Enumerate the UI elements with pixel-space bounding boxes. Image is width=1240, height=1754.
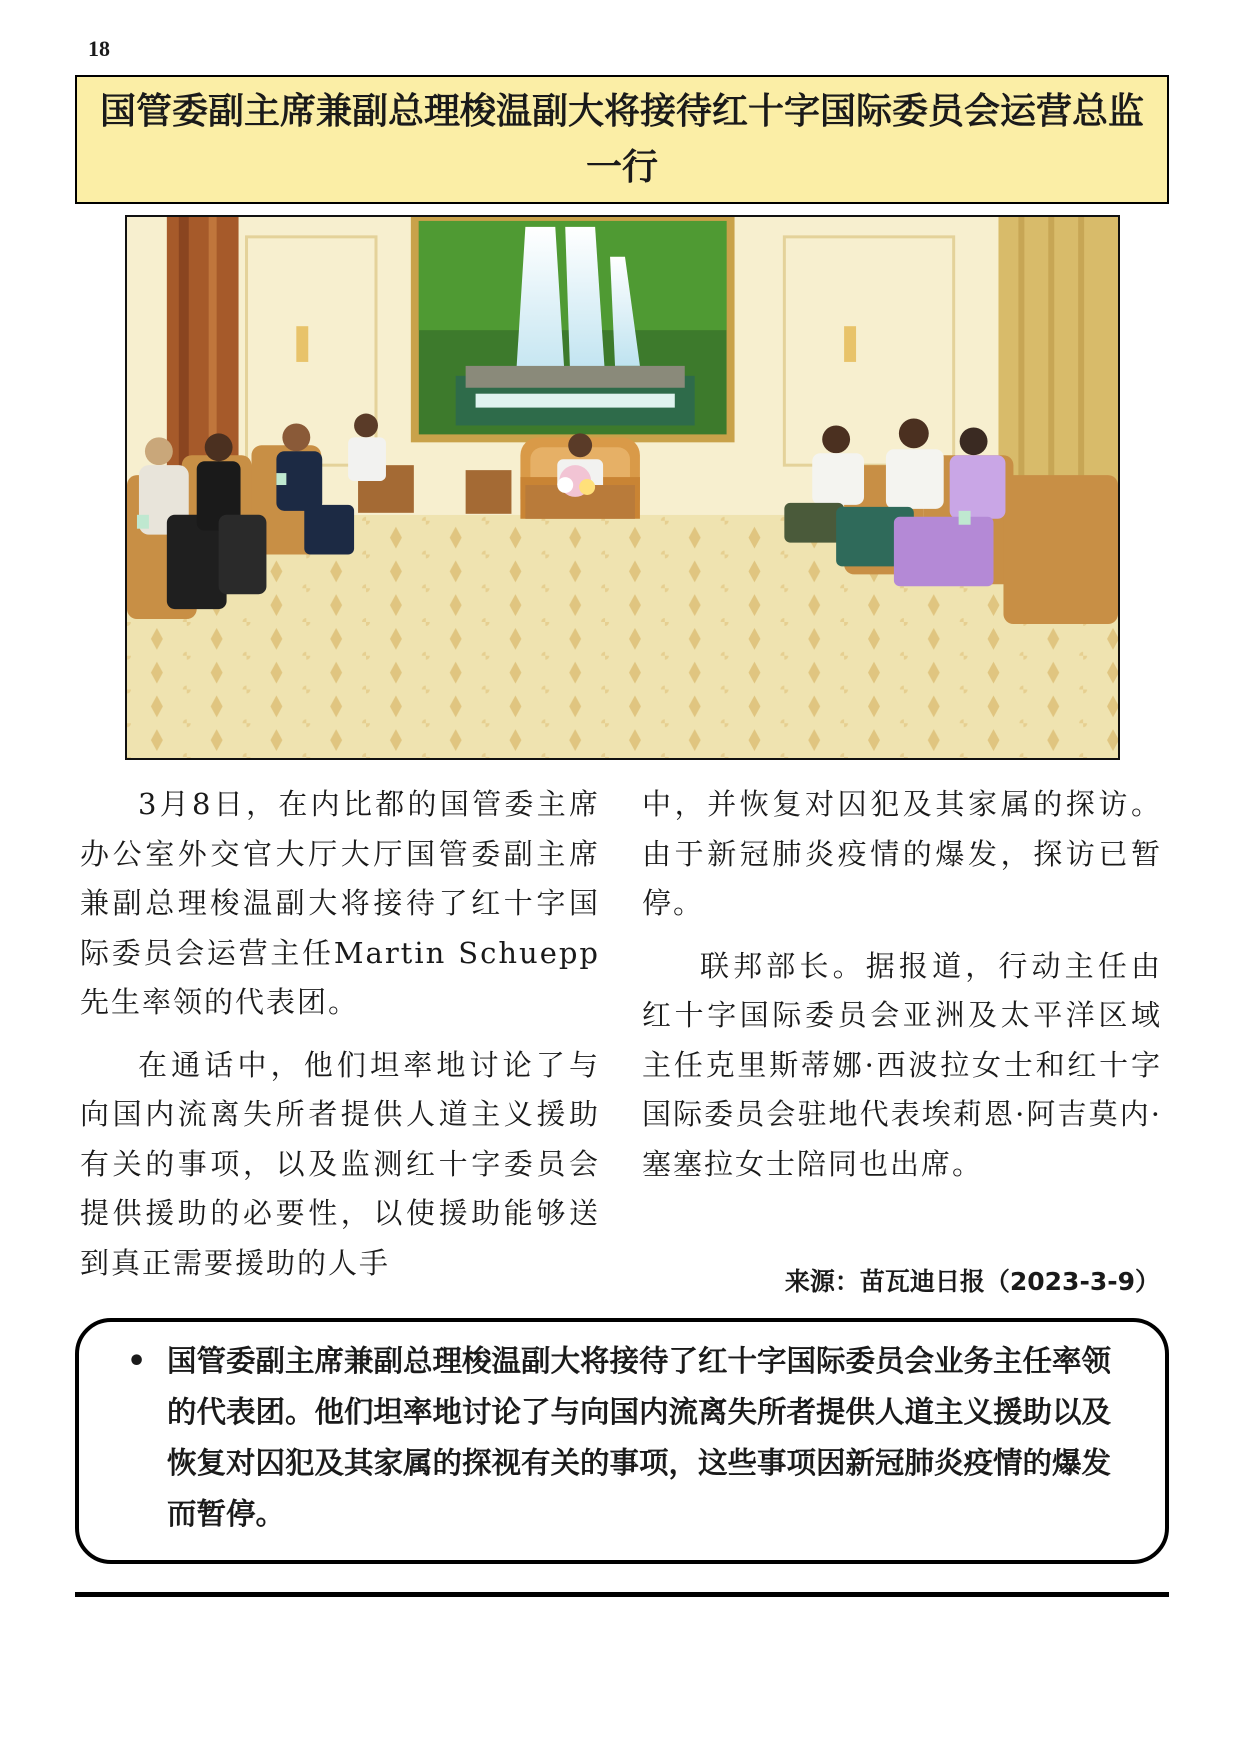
- article-paragraph: 3月8日，在内比都的国管委主席办公室外交官大厅大厅国管委副主席兼副总理梭温副大将接待了红十字国际委员会运营主任Martin Schuepp先生率领的代表团。: [80, 787, 600, 1019]
- meeting-photo-illustration: [127, 217, 1118, 758]
- summary-box: [75, 1318, 1169, 1564]
- article-title: 国管委副主席兼副总理梭温副大将接待红十字国际委员会运营总监一行: [75, 75, 1169, 204]
- bullet-icon: •: [127, 1344, 147, 1379]
- article-paragraph: 联邦部长。据报道，行动主任由红十字国际委员会亚洲及太平洋区域主任克里斯蒂娜·西波拉女士和红十字国际委员会驻地代表埃莉恩·阿吉莫内·塞塞拉女士陪同也出席。: [642, 948, 1162, 1181]
- article-paragraph: 在通话中，他们坦率地讨论了与向国内流离失所者提供人道主义援助有关的事项，以及监测红十字委员会提供援助的必要性，以使援助能够送到真正需要援助的人手: [80, 1047, 600, 1280]
- summary-text: 国管委副主席兼副总理梭温副大将接待了红十字国际委员会业务主任率领的代表团。他们坦率地讨论了与向国内流离失所者提供人道主义援助以及恢复对囚犯及其家属的探视有关的事项，这些事项因新冠肺炎疫情的爆发而暂停。: [167, 1344, 1112, 1531]
- page-number: 18: [88, 36, 110, 61]
- article-right-column: [642, 780, 1162, 1202]
- article-source: 来源：苗瓦迪日报（2023-3-9）: [784, 1267, 1160, 1296]
- meeting-photo: [125, 215, 1120, 760]
- summary-item: [127, 1336, 1135, 1540]
- bottom-rule: [75, 1592, 1169, 1597]
- article-left-column: [80, 780, 600, 1301]
- summary-list: [127, 1336, 1135, 1540]
- article-paragraph: 中，并恢复对囚犯及其家属的探访。由于新冠肺炎疫情的爆发，探访已暂停。: [642, 787, 1162, 920]
